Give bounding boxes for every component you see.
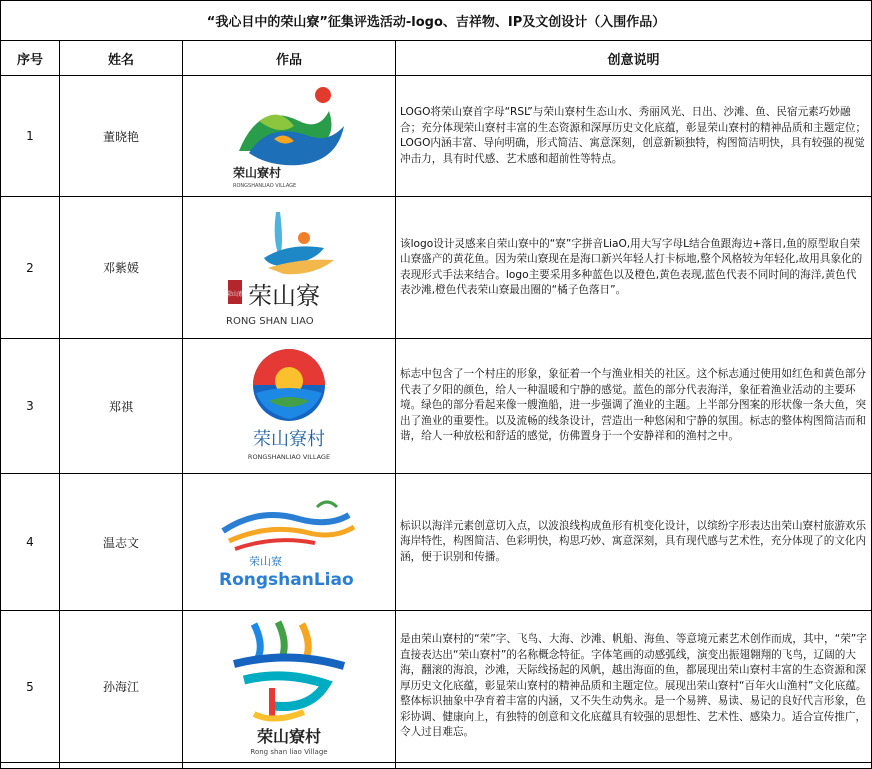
desc-paragraph-2: 整体标识抽象中孕育着丰富的内涵，又不失生动隽永。是一个易辨、易读、易记的良好代言形象，色彩协调、健康向上，有独特的创意和文化底蕴具有较强的思想性、艺术性、感染力。适合宣传推广，令人过目难忘。 xyxy=(400,695,867,739)
logo-cell xyxy=(183,611,396,763)
logo-sub: RONGSHANLIAO VILLAGE xyxy=(247,453,331,461)
logo-sub: RongshanLiao xyxy=(219,570,354,590)
row-name: 邓紫媛 xyxy=(60,197,183,339)
logo-text: 荣山寮 xyxy=(249,555,282,568)
logo-text: 荣山寮村 xyxy=(233,166,282,180)
table-row xyxy=(1,611,872,763)
header-num: 序号 xyxy=(1,41,60,76)
row-desc: LOGO将荣山寮首字母“RSL”与荣山寮村生态山水、秀丽风光、日出、沙滩、鱼、民宿元素巧妙融合；充分体现荣山寮村丰富的生态资源和深厚历史文化底蕴，彰显荣山寮村的精神品质和主题定位；LOGO内涵丰富、导向明确，形式简洁、寓意深刻，创意新颖独特，构图简洁明快，具有较强的视觉冲击力，具有时代感、艺术感和超前性等特点。 xyxy=(396,76,872,197)
logo-rong-character-image xyxy=(214,614,364,760)
logo-village-circle-image xyxy=(214,343,364,469)
logo-cell xyxy=(183,76,396,197)
header-row xyxy=(1,41,872,76)
logo-cell xyxy=(183,339,396,474)
logo-sub: RONG SHAN LIAO xyxy=(226,315,314,327)
row-name: 郑祺 xyxy=(60,339,183,474)
row-num: 4 xyxy=(1,474,60,611)
row-num: 3 xyxy=(1,339,60,474)
logo-rsl-image xyxy=(219,81,359,191)
row-desc: 标志中包含了一个村庄的形象，象征着一个与渔业相关的社区。这个标志通过使用如红色和黄色部分代表了夕阳的颜色，给人一种温暖和宁静的感觉。蓝色的部分代表海洋，象征着渔业活动的主要环境。绿色的部分看起来像一艘渔船，进一步强调了渔业的主题。上半部分图案的形状像一条大鱼，突出了渔业的重要性。以及流畅的线条设计，营造出一种悠闲和宁静的氛围。标志的整体构图简洁而和谐，给人一种放松和舒适的感觉，仿佛置身于一个安静祥和的渔村之中。 xyxy=(396,339,872,474)
row-name: 董晓艳 xyxy=(60,76,183,197)
table-title: “我心目中的荣山寮”征集评选活动-logo、吉祥物、IP及文创设计（入围作品） xyxy=(1,1,872,41)
logo-cell xyxy=(183,474,396,611)
logo-sub: Rong shan liao Village xyxy=(250,747,328,756)
logo-seal: 荣山寮 xyxy=(225,290,245,298)
table-row xyxy=(1,474,872,611)
row-desc: 标识以海洋元素创意切入点，以波浪线构成鱼形有机变化设计，以缤纷字形表达出荣山寮村旅游欢乐海岸特性，构图简洁、色彩明快，构思巧妙、寓意深刻，具有现代感与艺术性，充分体现了的文化内涵，便于识别和传播。 xyxy=(396,474,872,611)
table-row xyxy=(1,197,872,339)
table-row xyxy=(1,339,872,474)
header-work: 作品 xyxy=(183,41,396,76)
logo-cell xyxy=(183,197,396,339)
header-name: 姓名 xyxy=(60,41,183,76)
row-num: 1 xyxy=(1,76,60,197)
logo-l-fish-image xyxy=(214,202,364,334)
row-desc xyxy=(396,611,872,763)
row-name: 孙海江 xyxy=(60,611,183,763)
logo-text: 荣山寮村 xyxy=(253,429,325,450)
row-name: 温志文 xyxy=(60,474,183,611)
row-desc: 该logo设计灵感来自荣山寮中的“寮”字拼音LiaO,用大写字母L结合鱼跟海边+落日,鱼的原型取自荣山寮盛产的黄花鱼。因为荣山寮现在是海口新兴年轻人打卡标地,整个风格较为年轻化,故用具象化的表现形式手法来结合。logo主要采用多种蓝色以及橙色,黄色表现,蓝色代表不同时间的海洋,黄色代表沙滩,橙色代表荣山寮最出圈的“橘子色落日”。 xyxy=(396,197,872,339)
desc-paragraph-1: 是由荣山寮村的“荣”字、飞鸟、大海、沙滩、帆船、海鱼、等意境元素艺术创作而成，其中，“荣”字直接表达出“荣山寮村”的名称概念特征。字体笔画的动感弧线，演变出振翅翱翔的飞鸟，辽阔的大海，翻滚的海浪，沙滩，天际线扬起的风帆，越出海面的鱼，都展现出荣山寮村丰富的生态资源和深厚历史文化底蕴，彰显荣山寮村的精神品质和主题定位。展现出荣山寮村“百年火山渔村”文化底蕴。 xyxy=(400,633,867,692)
table-row xyxy=(1,76,872,197)
header-desc: 创意说明 xyxy=(396,41,872,76)
logo-sub: RONGSHANLIAO VILLAGE xyxy=(233,183,297,189)
row-num: 5 xyxy=(1,611,60,763)
row-num: 2 xyxy=(1,197,60,339)
logo-wave-fish-image xyxy=(209,487,369,597)
logo-text: 荣山寮村 xyxy=(256,726,322,746)
logo-text: 荣山寮 xyxy=(248,281,320,310)
